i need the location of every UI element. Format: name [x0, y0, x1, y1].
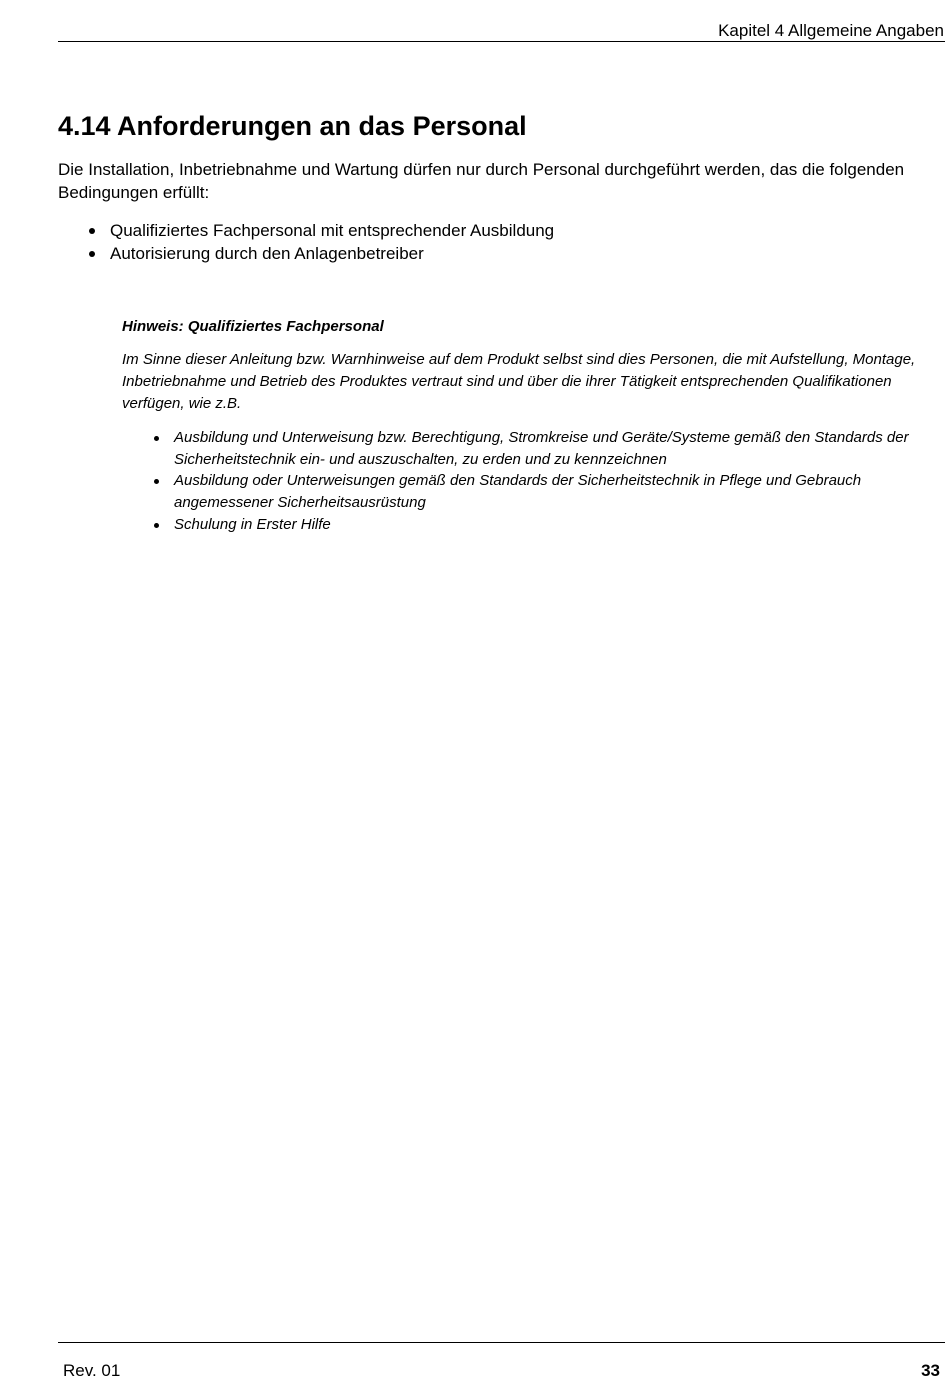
list-item [122, 514, 942, 536]
note-list [122, 427, 942, 536]
bullet-icon [154, 479, 159, 484]
list-item-text: Schulung in Erster Hilfe [174, 515, 331, 533]
bullet-icon [154, 523, 159, 528]
list-item [122, 427, 942, 470]
footer-rule [58, 1342, 945, 1343]
list-item-text: Ausbildung und Unterweisung bzw. Berechtigung, Stromkreise und Geräte/Systeme gemäß den Standards der Sicherheitstechnik ein- und auszuschalten, zu erden und zu kennzeichnen [174, 429, 909, 468]
list-item [58, 219, 554, 242]
intro-paragraph: Die Installation, Inbetriebnahme und Wartung dürfen nur durch Personal durchgeführt werden, das die folgenden Bedingungen erfüllt: [58, 160, 905, 202]
bullet-icon [154, 436, 159, 441]
list-item-text: Autorisierung durch den Anlagenbetreiber [110, 244, 424, 263]
bullet-icon [89, 228, 95, 234]
list-item [122, 470, 942, 513]
bullet-icon [89, 251, 95, 257]
header-rule [58, 41, 945, 42]
requirements-list [58, 219, 554, 265]
revision-label: Rev. 01 [63, 1361, 121, 1380]
list-item [58, 242, 554, 265]
list-item-text: Qualifiziertes Fachpersonal mit entsprechender Ausbildung [110, 221, 555, 240]
list-item-text: Ausbildung oder Unterweisungen gemäß den Standards der Sicherheitstechnik in Pflege und Gebrauch angemessener Sicherheitsausrüstung [174, 472, 862, 512]
page-number: 33 [921, 1361, 940, 1380]
note-box [122, 316, 942, 536]
running-header: Kapitel 4 Allgemeine Angaben [718, 21, 944, 40]
note-title: Hinweis: Qualifiziertes Fachpersonal [122, 318, 384, 335]
note-body: Im Sinne dieser Anleitung bzw. Warnhinweise auf dem Produkt selbst sind dies Personen, die mit Aufstellung, Montage, Inbetriebnahme und Betrieb des Produktes vertraut sind und über die ihrer Tätigkeit entsprechenden Qualifikationen verfügen, wie z.B. [122, 351, 916, 412]
section-heading: 4.14 Anforderungen an das Personal [58, 111, 527, 141]
